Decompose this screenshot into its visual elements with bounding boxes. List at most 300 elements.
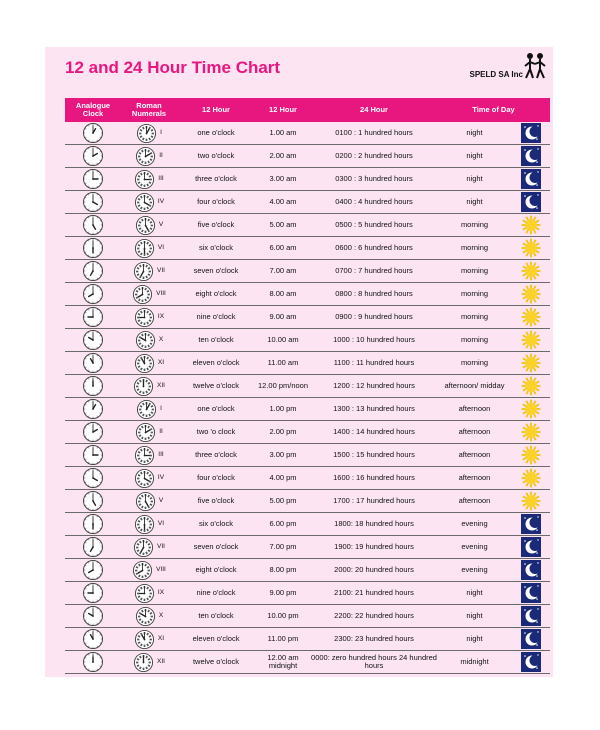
time-24-hour: 0500 : 5 hundred hours: [335, 220, 413, 229]
roman-numeral-cell: [121, 605, 177, 628]
time-12-hour-cell: [255, 237, 311, 260]
time-12-hour-cell: [255, 329, 311, 352]
time-words-cell: [177, 352, 255, 375]
time-words-cell: [177, 398, 255, 421]
time-12-hour-cell: [255, 628, 311, 651]
time-words-cell: [177, 559, 255, 582]
roman-numeral: IX: [157, 589, 165, 596]
roman-clock-icon: [135, 606, 156, 627]
roman-numeral-cell: [121, 122, 177, 145]
time-12-hour-cell: [255, 260, 311, 283]
roman-numeral: III: [158, 451, 164, 458]
analogue-clock-icon: [82, 306, 104, 328]
time-of-day: evening: [461, 565, 488, 574]
analogue-clock-icon: [82, 490, 104, 512]
time-24-hour: 0900 : 9 hundred hours: [335, 312, 413, 321]
roman-numeral-cell: [121, 145, 177, 168]
roman-clock-icon: [135, 491, 156, 512]
roman-numeral: VII: [157, 267, 165, 274]
analogue-clock-icon: [82, 444, 104, 466]
time-of-day-icon-cell: [512, 582, 550, 605]
time-in-words: six o'clock: [199, 243, 233, 252]
header-roman-numerals: Roman Numerals: [121, 98, 177, 122]
time-of-day: morning: [460, 289, 489, 298]
time-words-cell: [177, 329, 255, 352]
roman-clock-icon: [134, 353, 155, 374]
time-24-hour-cell: [311, 122, 437, 145]
time-words-cell: [177, 536, 255, 559]
roman-clock-icon: [134, 192, 155, 213]
time-of-day: afternoon: [458, 450, 491, 459]
time-12-hour: 7.00 am: [269, 266, 297, 275]
time-12-hour: 11.00 am: [267, 358, 299, 367]
time-in-words: two o'clock: [197, 151, 235, 160]
time-words-cell: [177, 145, 255, 168]
analogue-clock-cell: [65, 283, 121, 306]
time-24-hour-cell: [311, 421, 437, 444]
roman-numeral-cell: [121, 467, 177, 490]
moon-icon: [521, 652, 541, 672]
time-12-hour: 11.00 pm: [267, 634, 299, 643]
time-12-hour-cell: [255, 582, 311, 605]
time-24-hour: 0800 : 8 hundred hours: [335, 289, 413, 298]
time-of-day-icon-cell: [512, 628, 550, 651]
table-row: [65, 582, 550, 605]
time-of-day-icon-cell: [512, 168, 550, 191]
analogue-clock-icon: [82, 375, 104, 397]
time-of-day-cell: [437, 168, 512, 191]
sun-icon: [521, 445, 541, 465]
time-12-hour: 12.00 pm/noon: [257, 381, 309, 390]
time-of-day-icon-cell: [512, 214, 550, 237]
time-words-cell: [177, 651, 255, 674]
time-of-day-icon-cell: [512, 352, 550, 375]
time-of-day: afternoon/ midday: [444, 381, 505, 390]
time-of-day-icon-cell: [512, 559, 550, 582]
roman-numeral: XI: [157, 359, 165, 366]
publisher-name: SPELD SA Inc: [469, 70, 523, 79]
header-12-hour-words: 12 Hour: [177, 98, 255, 122]
time-12-hour: 5.00 pm: [269, 496, 297, 505]
analogue-clock-cell: [65, 352, 121, 375]
analogue-clock-icon: [82, 421, 104, 443]
roman-clock-icon: [134, 307, 155, 328]
table-row: [65, 260, 550, 283]
roman-numeral-cell: [121, 375, 177, 398]
time-of-day: night: [466, 611, 483, 620]
time-of-day: night: [466, 151, 483, 160]
table-row: [65, 329, 550, 352]
time-24-hour-cell: [311, 513, 437, 536]
analogue-clock-icon: [82, 559, 104, 581]
time-12-hour: 9.00 pm: [269, 588, 297, 597]
time-in-words: nine o'clock: [196, 588, 236, 597]
time-in-words: one o'clock: [197, 404, 235, 413]
time-of-day-cell: [437, 237, 512, 260]
time-of-day-cell: [437, 306, 512, 329]
time-in-words: two 'o clock: [196, 427, 236, 436]
time-of-day: morning: [460, 243, 489, 252]
time-of-day-cell: [437, 352, 512, 375]
analogue-clock-cell: [65, 467, 121, 490]
roman-numeral: IV: [157, 198, 165, 205]
time-12-hour-cell: [255, 536, 311, 559]
time-words-cell: [177, 191, 255, 214]
time-of-day-cell: [437, 605, 512, 628]
analogue-clock-cell: [65, 559, 121, 582]
time-24-hour-cell: [311, 352, 437, 375]
roman-numeral: V: [158, 497, 164, 504]
time-of-day-cell: [437, 651, 512, 674]
roman-clock-icon: [135, 330, 156, 351]
table-row: [65, 306, 550, 329]
roman-numeral-cell: [121, 490, 177, 513]
time-12-hour: 6.00 am: [269, 243, 297, 252]
roman-clock-icon: [132, 284, 153, 305]
time-24-hour: 1200 : 12 hundred hours: [333, 381, 415, 390]
time-24-hour-cell: [311, 237, 437, 260]
roman-clock-icon: [134, 445, 155, 466]
time-24-hour-cell: [311, 145, 437, 168]
time-of-day-icon-cell: [512, 122, 550, 145]
time-of-day-icon-cell: [512, 260, 550, 283]
sun-icon: [521, 284, 541, 304]
time-24-hour-cell: [311, 651, 437, 674]
roman-clock-icon: [134, 629, 155, 650]
time-12-hour-cell: [255, 214, 311, 237]
table-row: [65, 237, 550, 260]
time-24-hour-cell: [311, 260, 437, 283]
time-of-day-cell: [437, 444, 512, 467]
time-in-words: ten o'clock: [198, 335, 234, 344]
sun-icon: [521, 491, 541, 511]
time-of-day-cell: [437, 260, 512, 283]
sun-icon: [521, 330, 541, 350]
roman-numeral-cell: [121, 444, 177, 467]
time-of-day-cell: [437, 145, 512, 168]
time-of-day-icon-cell: [512, 145, 550, 168]
roman-numeral: XII: [157, 658, 165, 665]
time-of-day-icon-cell: [512, 375, 550, 398]
roman-clock-icon: [133, 537, 154, 558]
time-of-day: night: [466, 197, 483, 206]
analogue-clock-cell: [65, 237, 121, 260]
time-12-hour-cell: [255, 559, 311, 582]
time-of-day: night: [466, 174, 483, 183]
table-row: [65, 283, 550, 306]
time-of-day: morning: [460, 220, 489, 229]
roman-numeral: III: [158, 175, 164, 182]
moon-icon: [521, 514, 541, 534]
roman-numeral: IX: [157, 313, 165, 320]
header-analogue-clock: Analogue Clock: [65, 98, 121, 122]
analogue-clock-icon: [82, 260, 104, 282]
table-row: [65, 375, 550, 398]
roman-clock-icon: [134, 238, 155, 259]
analogue-clock-icon: [82, 237, 104, 259]
roman-numeral-cell: [121, 536, 177, 559]
moon-icon: [521, 537, 541, 557]
analogue-clock-icon: [82, 191, 104, 213]
roman-numeral-cell: [121, 651, 177, 674]
time-in-words: three o'clock: [195, 174, 237, 183]
time-in-words: nine o'clock: [196, 312, 236, 321]
roman-clock-icon: [135, 146, 156, 167]
roman-numeral: VIII: [156, 290, 166, 297]
time-of-day-cell: [437, 329, 512, 352]
speld-logo-icon: [521, 51, 549, 83]
roman-numeral: X: [158, 612, 164, 619]
time-12-hour: 8.00 pm: [269, 565, 297, 574]
time-24-hour-cell: [311, 559, 437, 582]
analogue-clock-cell: [65, 168, 121, 191]
time-in-words: four o'clock: [197, 197, 235, 206]
time-chart-table: [65, 98, 550, 674]
table-row: [65, 168, 550, 191]
analogue-clock-icon: [82, 398, 104, 420]
roman-numeral-cell: [121, 191, 177, 214]
time-words-cell: [177, 467, 255, 490]
time-of-day-icon-cell: [512, 283, 550, 306]
table-row: [65, 605, 550, 628]
table-header: [65, 98, 550, 122]
time-of-day: night: [466, 588, 483, 597]
time-12-hour: 10.00 pm: [267, 611, 299, 620]
roman-numeral: IV: [157, 474, 165, 481]
time-of-day-icon-cell: [512, 329, 550, 352]
sun-icon: [521, 238, 541, 258]
roman-clock-icon: [133, 376, 154, 397]
time-24-hour: 1000 : 10 hundred hours: [333, 335, 415, 344]
roman-numeral-cell: [121, 513, 177, 536]
analogue-clock-icon: [82, 467, 104, 489]
sun-icon: [521, 399, 541, 419]
roman-numeral: XII: [157, 382, 165, 389]
table-row: [65, 651, 550, 674]
table-row: [65, 421, 550, 444]
time-of-day-cell: [437, 582, 512, 605]
time-12-hour: 6.00 pm: [269, 519, 297, 528]
time-24-hour: 1400 : 14 hundred hours: [333, 427, 415, 436]
time-12-hour-cell: [255, 191, 311, 214]
time-24-hour: 0000: zero hundred hours 24 hundred hours: [311, 653, 437, 670]
roman-numeral-cell: [121, 214, 177, 237]
table-row: [65, 628, 550, 651]
time-in-words: seven o'clock: [193, 542, 239, 551]
roman-numeral-cell: [121, 398, 177, 421]
table-row: [65, 444, 550, 467]
time-12-hour-cell: [255, 398, 311, 421]
header-24-hour: 24 Hour: [311, 98, 437, 122]
time-24-hour: 1800: 18 hundred hours: [334, 519, 414, 528]
time-12-hour: 3.00 pm: [269, 450, 297, 459]
time-of-day-icon-cell: [512, 237, 550, 260]
chart-page: [45, 47, 553, 677]
roman-numeral-cell: [121, 582, 177, 605]
roman-numeral-cell: [121, 352, 177, 375]
time-in-words: three o'clock: [195, 450, 237, 459]
roman-numeral: I: [160, 129, 162, 136]
time-of-day-cell: [437, 536, 512, 559]
time-in-words: twelve o'clock: [192, 381, 240, 390]
table-row: [65, 467, 550, 490]
time-in-words: six o'clock: [199, 519, 233, 528]
sun-icon: [521, 261, 541, 281]
time-12-hour: 4.00 pm: [269, 473, 297, 482]
time-of-day: morning: [460, 358, 489, 367]
roman-numeral: VI: [157, 520, 165, 527]
analogue-clock-cell: [65, 214, 121, 237]
time-words-cell: [177, 306, 255, 329]
time-in-words: eleven o'clock: [192, 634, 240, 643]
time-12-hour-cell: [255, 605, 311, 628]
table-row: [65, 191, 550, 214]
time-of-day-icon-cell: [512, 306, 550, 329]
roman-numeral-cell: [121, 329, 177, 352]
time-words-cell: [177, 421, 255, 444]
roman-numeral-cell: [121, 237, 177, 260]
time-12-hour: 7.00 pm: [269, 542, 297, 551]
time-24-hour-cell: [311, 467, 437, 490]
time-12-hour-cell: [255, 145, 311, 168]
time-of-day-cell: [437, 375, 512, 398]
time-words-cell: [177, 168, 255, 191]
time-24-hour-cell: [311, 605, 437, 628]
time-of-day-icon-cell: [512, 651, 550, 674]
time-of-day-icon-cell: [512, 398, 550, 421]
time-of-day-cell: [437, 467, 512, 490]
time-12-hour-cell: [255, 352, 311, 375]
analogue-clock-icon: [82, 605, 104, 627]
roman-numeral-cell: [121, 306, 177, 329]
time-24-hour-cell: [311, 536, 437, 559]
time-12-hour-cell: [255, 651, 311, 674]
time-of-day: morning: [460, 335, 489, 344]
analogue-clock-cell: [65, 536, 121, 559]
analogue-clock-icon: [82, 651, 104, 673]
table-row: [65, 513, 550, 536]
time-of-day: afternoon: [458, 427, 491, 436]
roman-numeral: XI: [157, 635, 165, 642]
time-words-cell: [177, 605, 255, 628]
analogue-clock-cell: [65, 421, 121, 444]
table-row: [65, 559, 550, 582]
time-24-hour-cell: [311, 283, 437, 306]
table-row: [65, 122, 550, 145]
roman-clock-icon: [135, 422, 156, 443]
sun-icon: [521, 307, 541, 327]
time-24-hour: 2300: 23 hundred hours: [334, 634, 414, 643]
time-12-hour: 12.00 am midnight: [267, 653, 299, 670]
time-24-hour: 2200: 22 hundred hours: [334, 611, 414, 620]
time-of-day-icon-cell: [512, 421, 550, 444]
table-row: [65, 352, 550, 375]
time-12-hour: 8.00 am: [269, 289, 297, 298]
table-row: [65, 214, 550, 237]
time-24-hour-cell: [311, 191, 437, 214]
roman-numeral: VI: [157, 244, 165, 251]
analogue-clock-icon: [82, 352, 104, 374]
roman-clock-icon: [134, 169, 155, 190]
time-24-hour: 1900: 19 hundred hours: [334, 542, 414, 551]
time-24-hour: 1300 : 13 hundred hours: [333, 404, 415, 413]
analogue-clock-cell: [65, 329, 121, 352]
analogue-clock-cell: [65, 582, 121, 605]
analogue-clock-cell: [65, 145, 121, 168]
table-row: [65, 490, 550, 513]
time-of-day-cell: [437, 214, 512, 237]
analogue-clock-icon: [82, 582, 104, 604]
time-words-cell: [177, 375, 255, 398]
time-12-hour: 2.00 am: [269, 151, 297, 160]
time-of-day: morning: [460, 266, 489, 275]
time-words-cell: [177, 283, 255, 306]
time-24-hour-cell: [311, 490, 437, 513]
time-24-hour-cell: [311, 375, 437, 398]
roman-clock-icon: [133, 261, 154, 282]
roman-numeral-cell: [121, 283, 177, 306]
roman-numeral: VIII: [156, 566, 166, 573]
time-24-hour-cell: [311, 444, 437, 467]
time-24-hour: 2000: 20 hundred hours: [334, 565, 414, 574]
time-in-words: twelve o'clock: [192, 657, 240, 666]
time-24-hour-cell: [311, 329, 437, 352]
time-of-day-icon-cell: [512, 605, 550, 628]
time-of-day-cell: [437, 490, 512, 513]
time-of-day-icon-cell: [512, 536, 550, 559]
moon-icon: [521, 583, 541, 603]
roman-numeral: VII: [157, 543, 165, 550]
analogue-clock-icon: [82, 513, 104, 535]
analogue-clock-cell: [65, 260, 121, 283]
time-12-hour-cell: [255, 490, 311, 513]
time-in-words: four o'clock: [197, 473, 235, 482]
analogue-clock-cell: [65, 398, 121, 421]
time-in-words: eight o'clock: [195, 289, 237, 298]
sun-icon: [521, 215, 541, 235]
moon-icon: [521, 123, 541, 143]
time-24-hour-cell: [311, 398, 437, 421]
time-24-hour: 1700 : 17 hundred hours: [333, 496, 415, 505]
time-in-words: seven o'clock: [193, 266, 239, 275]
analogue-clock-icon: [82, 329, 104, 351]
time-12-hour-cell: [255, 168, 311, 191]
roman-numeral-cell: [121, 260, 177, 283]
time-24-hour-cell: [311, 628, 437, 651]
time-of-day-cell: [437, 398, 512, 421]
table-row: [65, 145, 550, 168]
sun-icon: [521, 422, 541, 442]
analogue-clock-icon: [82, 145, 104, 167]
time-of-day: evening: [461, 519, 488, 528]
time-of-day-cell: [437, 513, 512, 536]
roman-numeral: I: [160, 405, 162, 412]
analogue-clock-cell: [65, 490, 121, 513]
time-of-day-cell: [437, 421, 512, 444]
roman-numeral: II: [159, 428, 163, 435]
analogue-clock-cell: [65, 605, 121, 628]
time-of-day: afternoon: [458, 496, 491, 505]
time-in-words: five o'clock: [197, 496, 235, 505]
analogue-clock-icon: [82, 168, 104, 190]
roman-clock-icon: [134, 583, 155, 604]
time-24-hour: 1600 : 16 hundred hours: [333, 473, 415, 482]
analogue-clock-cell: [65, 375, 121, 398]
time-24-hour: 1500 : 15 hundred hours: [333, 450, 415, 459]
time-of-day-cell: [437, 191, 512, 214]
time-12-hour-cell: [255, 421, 311, 444]
time-12-hour-cell: [255, 375, 311, 398]
